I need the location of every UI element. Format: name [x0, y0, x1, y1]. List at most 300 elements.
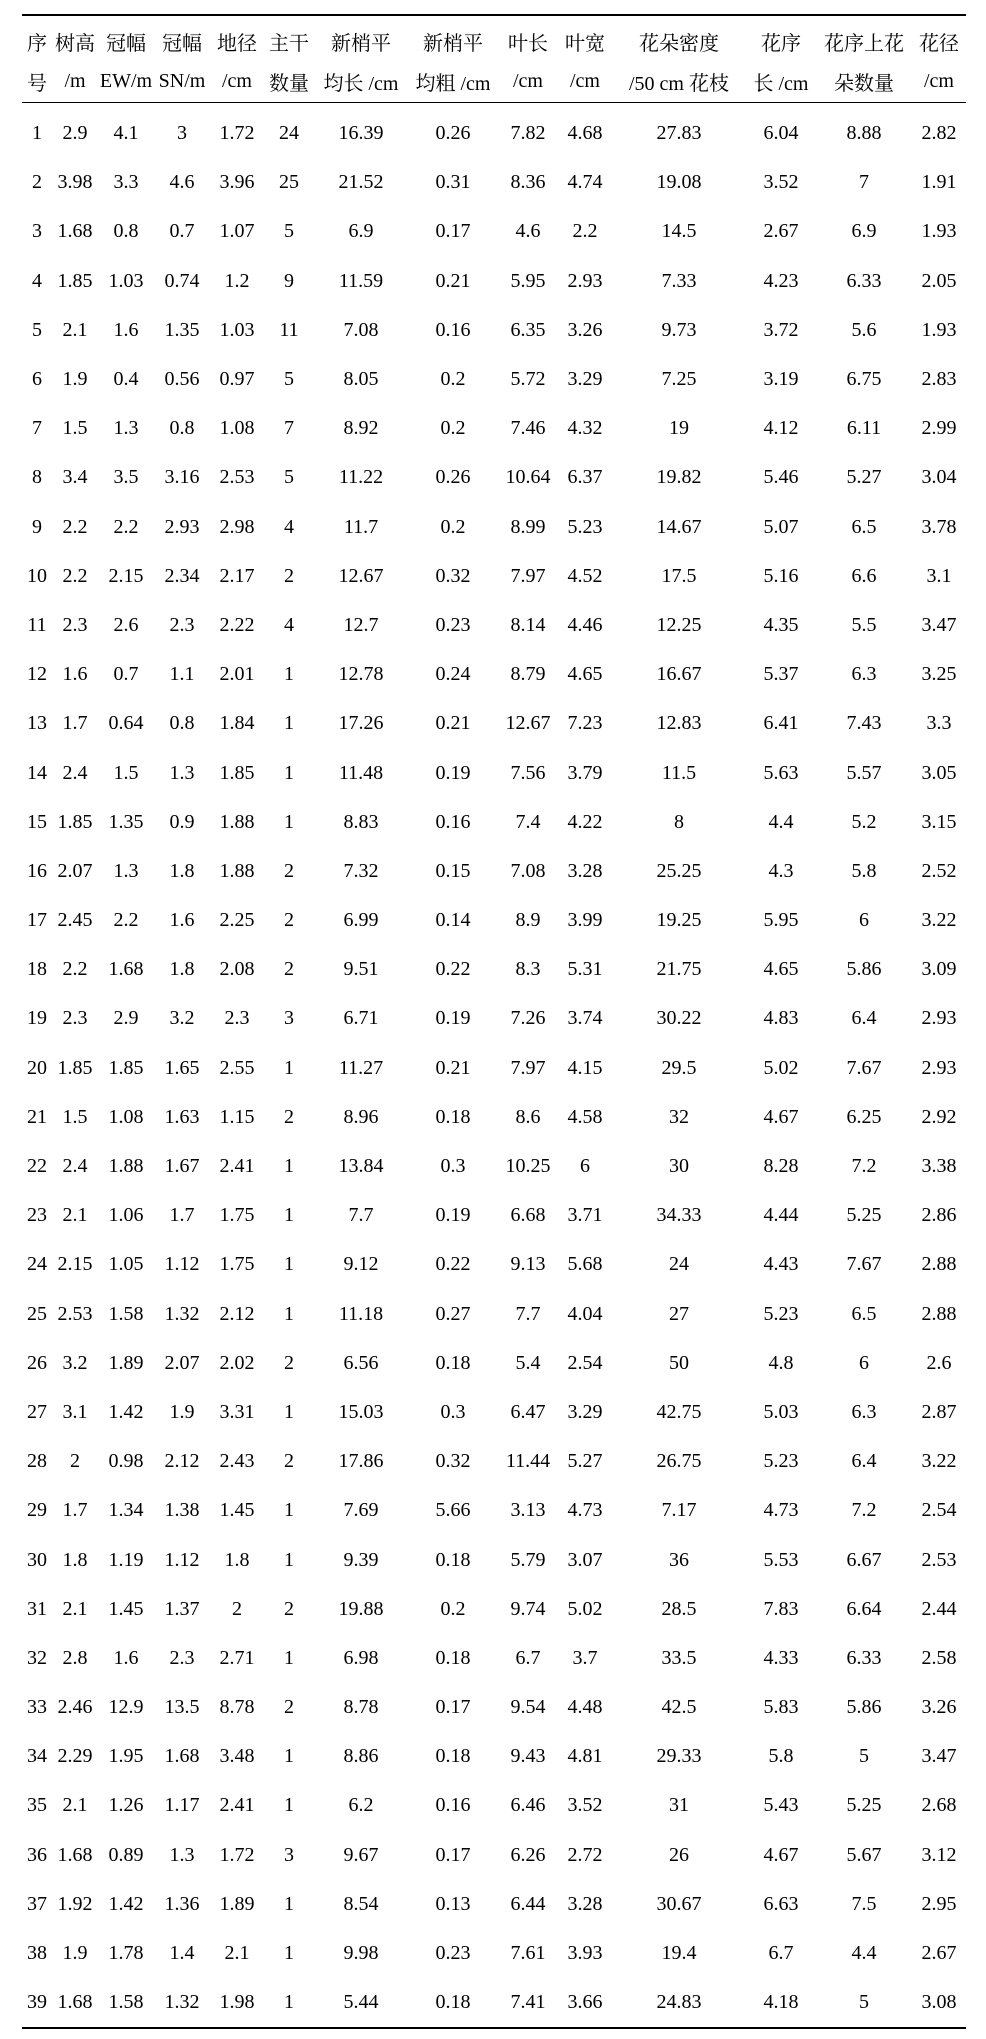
table-cell: 2 — [284, 564, 294, 587]
table-cell: 6.35 — [510, 318, 546, 341]
table-cell: 1.19 — [108, 1548, 144, 1571]
table-cell: 11.7 — [343, 515, 379, 538]
table-cell: 20 — [27, 1056, 47, 1079]
table-cell: 0.2 — [440, 515, 466, 538]
table-cell: 1.07 — [219, 220, 255, 243]
table-cell: 2 — [232, 1597, 242, 1620]
table-cell: 2.9 — [113, 1007, 139, 1030]
table-cell: 28 — [27, 1450, 47, 1473]
table-cell: 1.35 — [108, 810, 144, 833]
table-cell: 7.43 — [846, 712, 882, 735]
table-cell: 5 — [284, 368, 294, 391]
table-cell: 1.88 — [108, 1155, 144, 1178]
table-cell: 26 — [669, 1843, 689, 1866]
table-cell: 5 — [816, 1978, 912, 2028]
table-cell: 1 — [284, 1155, 294, 1178]
table-cell: 6.26 — [510, 1843, 546, 1866]
table-cell: 3.71 — [567, 1204, 603, 1227]
table-cell: 7.82 — [510, 122, 546, 145]
table-cell: 0.21 — [435, 1056, 471, 1079]
table-cell: 7.26 — [510, 1007, 546, 1030]
table-cell: 3.09 — [921, 958, 957, 981]
table-cell: 5.27 — [846, 466, 882, 489]
table-cell: 2.3 — [62, 1007, 88, 1030]
table-row — [22, 1831, 966, 1880]
table-cell: 5 — [859, 1745, 869, 1768]
table-cell: 6.56 — [343, 1351, 379, 1374]
table-cell: 0.31 — [435, 171, 471, 194]
table-cell: 1.85 — [57, 269, 93, 292]
table-cell: 0.2 — [440, 1597, 466, 1620]
table-cell: 2.15 — [57, 1253, 93, 1276]
table-row — [22, 552, 966, 601]
table-cell: 3 — [284, 1007, 294, 1030]
table-cell: 1.85 — [108, 1056, 144, 1079]
table-row — [22, 650, 966, 699]
table-cell: 1.7 — [62, 712, 88, 735]
table-cell: 0.15 — [435, 859, 471, 882]
table-cell: 2.9 — [62, 122, 88, 145]
table-cell: 31 — [669, 1794, 689, 1817]
table-cell: 30.67 — [656, 1892, 702, 1915]
table-row — [22, 306, 966, 355]
table-cell: 1.75 — [219, 1204, 255, 1227]
table-cell: 33.5 — [661, 1646, 697, 1669]
table-cell: 2.67 — [921, 1942, 957, 1965]
table-cell: 6.11 — [846, 417, 882, 440]
table-cell: 3.31 — [219, 1400, 255, 1423]
table-cell: 1.38 — [164, 1499, 200, 1522]
table-cell: 1 — [284, 1548, 294, 1571]
table-cell: 9 — [32, 515, 42, 538]
column-header-line2: 朵数量 — [816, 60, 912, 103]
table-cell: 8.78 — [343, 1696, 379, 1719]
column-header-line1: 花朵密度 — [612, 15, 746, 60]
table-cell: 6.63 — [763, 1892, 799, 1915]
table-cell: 1.72 — [219, 1843, 255, 1866]
table-cell: 2.1 — [224, 1942, 250, 1965]
table-cell: 1.5 — [113, 761, 139, 784]
table-cell: 5.46 — [763, 466, 799, 489]
table-cell: 1 — [284, 712, 294, 735]
table-cell: 5.95 — [510, 269, 546, 292]
table-cell: 1.6 — [169, 909, 195, 932]
table-cell: 3.28 — [567, 859, 603, 882]
table-cell: 2 — [32, 171, 42, 194]
table-row — [22, 748, 966, 797]
table-cell: 8.99 — [510, 515, 546, 538]
table-cell: 32 — [27, 1646, 47, 1669]
table-row — [22, 257, 966, 306]
table-row — [22, 1240, 966, 1289]
table-row — [22, 1535, 966, 1584]
table-cell: 6.4 — [851, 1007, 877, 1030]
table-cell: 4.8 — [768, 1351, 794, 1374]
table-cell: 0.19 — [435, 1007, 471, 1030]
table-cell: 27.83 — [656, 122, 702, 145]
table-cell: 5.67 — [846, 1843, 882, 1866]
column-header-line1: 冠幅 — [154, 15, 210, 60]
table-row — [22, 1585, 966, 1634]
table-cell: 9.43 — [510, 1745, 546, 1768]
table-row — [22, 896, 966, 945]
table-row — [22, 699, 966, 748]
table-cell: 4.3 — [768, 859, 794, 882]
table-cell: 2 — [284, 859, 294, 882]
table-row — [22, 453, 966, 502]
table-cell: 5.43 — [763, 1794, 799, 1817]
table-row — [22, 1191, 966, 1240]
table-cell: 2.95 — [921, 1892, 957, 1915]
table-cell: 2 — [284, 1450, 294, 1473]
table-row — [22, 1093, 966, 1142]
table-cell: 29.33 — [656, 1745, 702, 1768]
table-cell: 7.97 — [510, 564, 546, 587]
table-cell: 2.02 — [219, 1351, 255, 1374]
table-cell: 2 — [284, 1696, 294, 1719]
table-cell: 3.29 — [567, 1400, 603, 1423]
table-cell: 3.26 — [921, 1696, 957, 1719]
table-row — [22, 1929, 966, 1978]
table-cell: 3.52 — [763, 171, 799, 194]
table-cell: 7.7 — [348, 1204, 374, 1227]
table-cell: 1.68 — [164, 1745, 200, 1768]
table-cell: 7.61 — [510, 1942, 546, 1965]
table-cell: 1 — [32, 122, 42, 145]
table-cell: 12.83 — [656, 712, 702, 735]
table-cell: 2.8 — [62, 1646, 88, 1669]
table-cell: 0.23 — [435, 1942, 471, 1965]
table-cell: 3.52 — [567, 1794, 603, 1817]
table-row — [22, 355, 966, 404]
table-row — [22, 1781, 966, 1830]
table-cell: 11.5 — [661, 761, 697, 784]
table-cell: 3.98 — [57, 171, 93, 194]
table-cell: 1.03 — [108, 269, 144, 292]
table-cell: 2.05 — [921, 269, 957, 292]
table-cell: 38 — [27, 1942, 47, 1965]
column-header-line1: 新梢平 — [314, 15, 408, 60]
table-cell: 7 — [859, 171, 869, 194]
table-cell: 0.64 — [108, 712, 144, 735]
table-cell: 1.58 — [98, 1978, 154, 2028]
table-cell: 9.54 — [510, 1696, 546, 1719]
table-cell: 0.18 — [435, 1646, 471, 1669]
table-cell: 1.03 — [219, 318, 255, 341]
table-cell: 7.97 — [510, 1056, 546, 1079]
table-cell: 6.46 — [510, 1794, 546, 1817]
table-cell: 1.6 — [113, 318, 139, 341]
table-cell: 0.23 — [435, 613, 471, 636]
table-cell: 2.2 — [62, 958, 88, 981]
table-cell: 6 — [32, 368, 42, 391]
table-row — [22, 1044, 966, 1093]
table-cell: 1 — [284, 810, 294, 833]
table-cell: 5.2 — [851, 810, 877, 833]
table-cell: 12.67 — [338, 564, 384, 587]
table-cell: 1.89 — [219, 1892, 255, 1915]
table-cell: 19.4 — [661, 1942, 697, 1965]
table-cell: 5.72 — [510, 368, 546, 391]
table-cell: 23 — [27, 1204, 47, 1227]
data-table — [22, 14, 966, 2029]
table-cell: 12.78 — [338, 663, 384, 686]
table-row — [22, 1683, 966, 1732]
table-cell: 0.89 — [108, 1843, 144, 1866]
table-cell: 24.83 — [612, 1978, 746, 2028]
table-cell: 7.32 — [343, 859, 379, 882]
table-cell: 4.6 — [515, 220, 541, 243]
table-cell: 1.3 — [113, 859, 139, 882]
table-cell: 7.2 — [851, 1155, 877, 1178]
table-cell: 6.47 — [510, 1400, 546, 1423]
table-cell: 1.26 — [108, 1794, 144, 1817]
column-header-line2: /cm — [210, 60, 264, 103]
table-cell: 15.03 — [338, 1400, 384, 1423]
table-cell: 7.33 — [661, 269, 697, 292]
table-cell: 7 — [284, 417, 294, 440]
table-cell: 5.68 — [567, 1253, 603, 1276]
table-cell: 3.2 — [62, 1351, 88, 1374]
table-cell: 2.55 — [219, 1056, 255, 1079]
table-cell: 6.7 — [768, 1942, 794, 1965]
table-cell: 33 — [27, 1696, 47, 1719]
table-cell: 42.75 — [656, 1400, 702, 1423]
table-cell: 0.2 — [440, 368, 466, 391]
table-cell: 1 — [284, 761, 294, 784]
table-cell: 11 — [27, 613, 47, 636]
table-cell: 14.67 — [656, 515, 702, 538]
table-cell: 1.32 — [154, 1978, 210, 2028]
table-cell: 1.85 — [219, 761, 255, 784]
table-cell: 39 — [22, 1978, 52, 2028]
table-cell: 29 — [27, 1499, 47, 1522]
table-cell: 11 — [279, 318, 299, 341]
column-header-line2: /m — [52, 60, 98, 103]
table-cell: 3.7 — [572, 1646, 598, 1669]
table-cell: 0.16 — [435, 1794, 471, 1817]
table-cell: 7.08 — [343, 318, 379, 341]
table-cell: 3.22 — [921, 1450, 957, 1473]
table-cell: 7.41 — [498, 1978, 558, 2028]
table-cell: 2.53 — [219, 466, 255, 489]
table-cell: 0.8 — [169, 417, 195, 440]
table-cell: 6.4 — [851, 1450, 877, 1473]
table-cell: 4.83 — [763, 1007, 799, 1030]
table-cell: 1.85 — [57, 1056, 93, 1079]
table-cell: 1.75 — [219, 1253, 255, 1276]
table-cell: 4.67 — [763, 1105, 799, 1128]
table-cell: 8.96 — [343, 1105, 379, 1128]
table-row — [22, 1732, 966, 1781]
table-cell: 5.37 — [763, 663, 799, 686]
column-header-line1: 花径 — [912, 15, 966, 60]
table-cell: 1.6 — [113, 1646, 139, 1669]
table-cell: 2.54 — [567, 1351, 603, 1374]
table-cell: 0.18 — [435, 1105, 471, 1128]
table-cell: 1.65 — [164, 1056, 200, 1079]
table-cell: 3.05 — [921, 761, 957, 784]
table-cell: 1.8 — [169, 958, 195, 981]
table-cell: 2.4 — [62, 1155, 88, 1178]
table-cell: 6.33 — [846, 269, 882, 292]
table-cell: 1.8 — [62, 1548, 88, 1571]
table-cell: 25 — [279, 171, 299, 194]
table-cell: 0.19 — [435, 761, 471, 784]
table-cell: 3.13 — [510, 1499, 546, 1522]
column-header-line1: 序 — [22, 15, 52, 60]
table-cell: 1.06 — [108, 1204, 144, 1227]
table-cell: 6.3 — [851, 1400, 877, 1423]
table-cell: 3.08 — [912, 1978, 966, 2028]
table-cell: 0.27 — [435, 1302, 471, 1325]
table-cell: 0.8 — [169, 712, 195, 735]
table-cell: 36 — [669, 1548, 689, 1571]
table-cell: 2.93 — [567, 269, 603, 292]
table-cell: 3.48 — [219, 1745, 255, 1768]
table-cell: 0.22 — [435, 1253, 471, 1276]
table-cell: 9.13 — [510, 1253, 546, 1276]
table-cell: 4.32 — [567, 417, 603, 440]
table-cell: 3 — [32, 220, 42, 243]
table-cell: 1.2 — [224, 269, 250, 292]
table-cell: 3.74 — [567, 1007, 603, 1030]
table-cell: 5.5 — [851, 613, 877, 636]
table-cell: 5.23 — [567, 515, 603, 538]
table-cell: 7.5 — [851, 1892, 877, 1915]
table-cell: 2.25 — [219, 909, 255, 932]
table-cell: 1.4 — [169, 1942, 195, 1965]
table-cell: 1.08 — [108, 1105, 144, 1128]
table-cell: 1.68 — [108, 958, 144, 981]
table-cell: 5.8 — [768, 1745, 794, 1768]
table-cell: 1.42 — [108, 1892, 144, 1915]
table-cell: 3.3 — [926, 712, 952, 735]
table-cell: 6.5 — [851, 1302, 877, 1325]
table-cell: 7.4 — [515, 810, 541, 833]
table-cell: 6 — [580, 1155, 590, 1178]
table-row — [22, 404, 966, 453]
table-cell: 22 — [27, 1155, 47, 1178]
table-cell: 3.12 — [921, 1843, 957, 1866]
table-cell: 11.22 — [338, 466, 384, 489]
table-cell: 6.41 — [763, 712, 799, 735]
table-cell: 1 — [284, 1302, 294, 1325]
table-cell: 2.45 — [57, 909, 93, 932]
table-cell: 11.44 — [505, 1450, 551, 1473]
table-cell: 1.5 — [62, 417, 88, 440]
table-cell: 8.14 — [510, 613, 546, 636]
column-header-line2: /cm — [912, 60, 966, 103]
table-cell: 1 — [284, 1253, 294, 1276]
table-cell: 1.95 — [108, 1745, 144, 1768]
table-cell: 3.3 — [113, 171, 139, 194]
table-cell: 1.72 — [219, 122, 255, 145]
table-cell: 35 — [27, 1794, 47, 1817]
table-cell: 2.41 — [219, 1155, 255, 1178]
table-cell: 7 — [32, 417, 42, 440]
table-cell: 9.73 — [661, 318, 697, 341]
table-cell: 2.6 — [926, 1351, 952, 1374]
table-cell: 0.3 — [440, 1400, 466, 1423]
table-cell: 25.25 — [656, 859, 702, 882]
table-cell: 7.67 — [846, 1253, 882, 1276]
table-cell: 2.88 — [921, 1253, 957, 1276]
table-cell: 8.6 — [515, 1105, 541, 1128]
table-cell: 9.51 — [343, 958, 379, 981]
table-cell: 32 — [669, 1105, 689, 1128]
header-row-2 — [22, 60, 966, 103]
table-body — [22, 103, 966, 2029]
table-cell: 1.42 — [108, 1400, 144, 1423]
table-cell: 8 — [674, 810, 684, 833]
table-cell: 2.22 — [219, 613, 255, 636]
table-cell: 2.98 — [219, 515, 255, 538]
table-cell: 6.71 — [343, 1007, 379, 1030]
table-cell: 2.92 — [921, 1105, 957, 1128]
table-row — [22, 503, 966, 552]
table-cell: 0.3 — [440, 1155, 466, 1178]
table-cell: 2.53 — [57, 1302, 93, 1325]
table-cell: 1.68 — [57, 1843, 93, 1866]
table-cell: 1 — [284, 1646, 294, 1669]
table-row — [22, 1142, 966, 1191]
table-cell: 4.22 — [567, 810, 603, 833]
table-cell: 5.66 — [435, 1499, 471, 1522]
table-cell: 2.86 — [921, 1204, 957, 1227]
table-cell: 2.29 — [57, 1745, 93, 1768]
table-cell: 4.4 — [851, 1942, 877, 1965]
column-header-line2: 号 — [22, 60, 52, 103]
table-cell: 1.88 — [219, 859, 255, 882]
column-header-line2: /50 cm 花枝 — [612, 60, 746, 103]
table-cell: 11.48 — [338, 761, 384, 784]
table-cell: 1.34 — [108, 1499, 144, 1522]
table-cell: 1.35 — [164, 318, 200, 341]
table-cell: 34.33 — [656, 1204, 702, 1227]
column-header-line2: /cm — [498, 60, 558, 103]
table-cell: 1 — [264, 1978, 314, 2028]
table-cell: 10 — [27, 564, 47, 587]
table-cell: 5 — [284, 220, 294, 243]
table-cell: 2.2 — [62, 515, 88, 538]
table-cell: 1.3 — [169, 1843, 195, 1866]
table-cell: 8 — [32, 466, 42, 489]
table-row — [22, 1290, 966, 1339]
table-cell: 5.27 — [567, 1450, 603, 1473]
table-cell: 2.72 — [567, 1843, 603, 1866]
table-cell: 3.79 — [567, 761, 603, 784]
table-row — [22, 847, 966, 896]
table-cell: 30 — [27, 1548, 47, 1571]
table-cell: 3.29 — [567, 368, 603, 391]
column-header-line1: 冠幅 — [98, 15, 154, 60]
table-cell: 7.23 — [567, 712, 603, 735]
table-row — [22, 798, 966, 847]
table-cell: 6.9 — [851, 220, 877, 243]
table-row — [22, 1388, 966, 1437]
table-cell: 3.47 — [921, 613, 957, 636]
table-cell: 4.68 — [567, 122, 603, 145]
table-cell: 2.3 — [169, 1646, 195, 1669]
table-cell: 1.7 — [169, 1204, 195, 1227]
table-cell: 5.86 — [846, 1696, 882, 1719]
table-cell: 6.9 — [348, 220, 374, 243]
table-cell: 8.86 — [343, 1745, 379, 1768]
table-cell: 2 — [284, 1597, 294, 1620]
table-cell: 2.17 — [219, 564, 255, 587]
table-cell: 3.07 — [567, 1548, 603, 1571]
